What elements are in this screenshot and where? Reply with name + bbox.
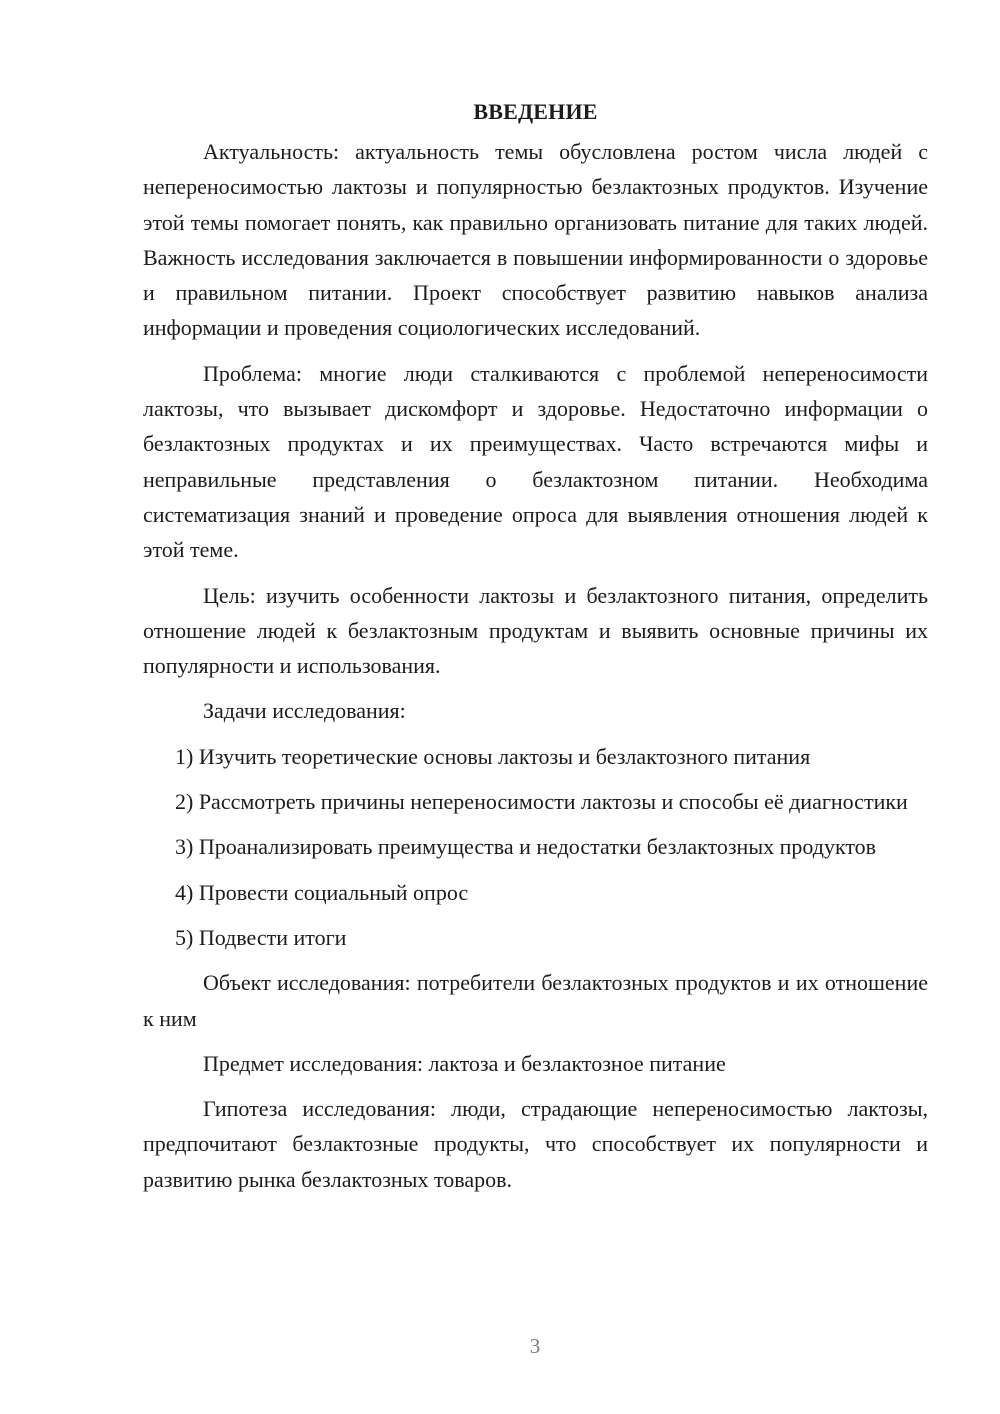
paragraph-subject: Предмет исследования: лактоза и безлактозное питание xyxy=(203,1050,726,1076)
task-item-1: 1) Изучить теоретические основы лактозы и безлактозного питания xyxy=(175,743,811,769)
spacer xyxy=(143,729,928,739)
spacer xyxy=(143,819,928,829)
paragraph-hypothesis: Гипотеза исследования: люди, страдающие непереносимостью лактозы, предпочитают безлактозные продукты, что способствует их популярности и развитию рынка безлактозных товаров. xyxy=(143,1096,928,1192)
spacer xyxy=(143,346,928,356)
paragraph-relevance: Актуальность: актуальность темы обусловлена ростом числа людей с непереносимостью лактозы и популярностью безлактозных продуктов. Изучение этой темы помогает понять, как правильно организовать питание для таких людей. Важность исследования заключается в повышении информированности о здоровье и правильном питании. Проект способствует развитию навыков анализа информации и проведения социологических исследований. xyxy=(143,139,928,341)
spacer xyxy=(143,910,928,920)
paragraph-goal: Цель: изучить особенности лактозы и безлактозного питания, определить отношение людей к безлактозным продуктам и выявить основные причины их популярности и использования. xyxy=(143,582,928,679)
spacer xyxy=(143,1036,928,1046)
spacer xyxy=(143,568,928,578)
document-page xyxy=(143,94,928,1197)
spacer xyxy=(143,955,928,965)
paragraph-problem: Проблема: многие люди сталкиваются с проблемой непереносимости лактозы, что вызывает дискомфорт и здоровье. Недостаточно информации о безлактозных продуктах и их преимуществах. Часто встречаются мифы и неправильные представления о безлактозном питании. Необходима систематизация знаний и проведение опроса для выявления отношения людей к этой теме. xyxy=(143,360,928,563)
tasks-heading: Задачи исследования: xyxy=(203,698,406,724)
paragraph-object: Объект исследования: потребители безлактозных продуктов и их отношение к ним xyxy=(143,970,928,1031)
spacer xyxy=(143,774,928,784)
spacer xyxy=(143,1081,928,1091)
spacer xyxy=(143,865,928,875)
task-item-4: 4) Провести социальный опрос xyxy=(175,879,469,905)
task-item-2: 2) Рассмотреть причины непереносимости лактозы и способы её диагностики xyxy=(175,789,908,815)
page-title: ВВЕДЕНИЕ xyxy=(473,99,598,124)
task-item-5: 5) Подвести итоги xyxy=(175,924,347,950)
spacer xyxy=(143,683,928,693)
page-number: 3 xyxy=(529,1334,541,1358)
task-item-3: 3) Проанализировать преимущества и недостатки безлактозных продуктов xyxy=(175,834,877,860)
